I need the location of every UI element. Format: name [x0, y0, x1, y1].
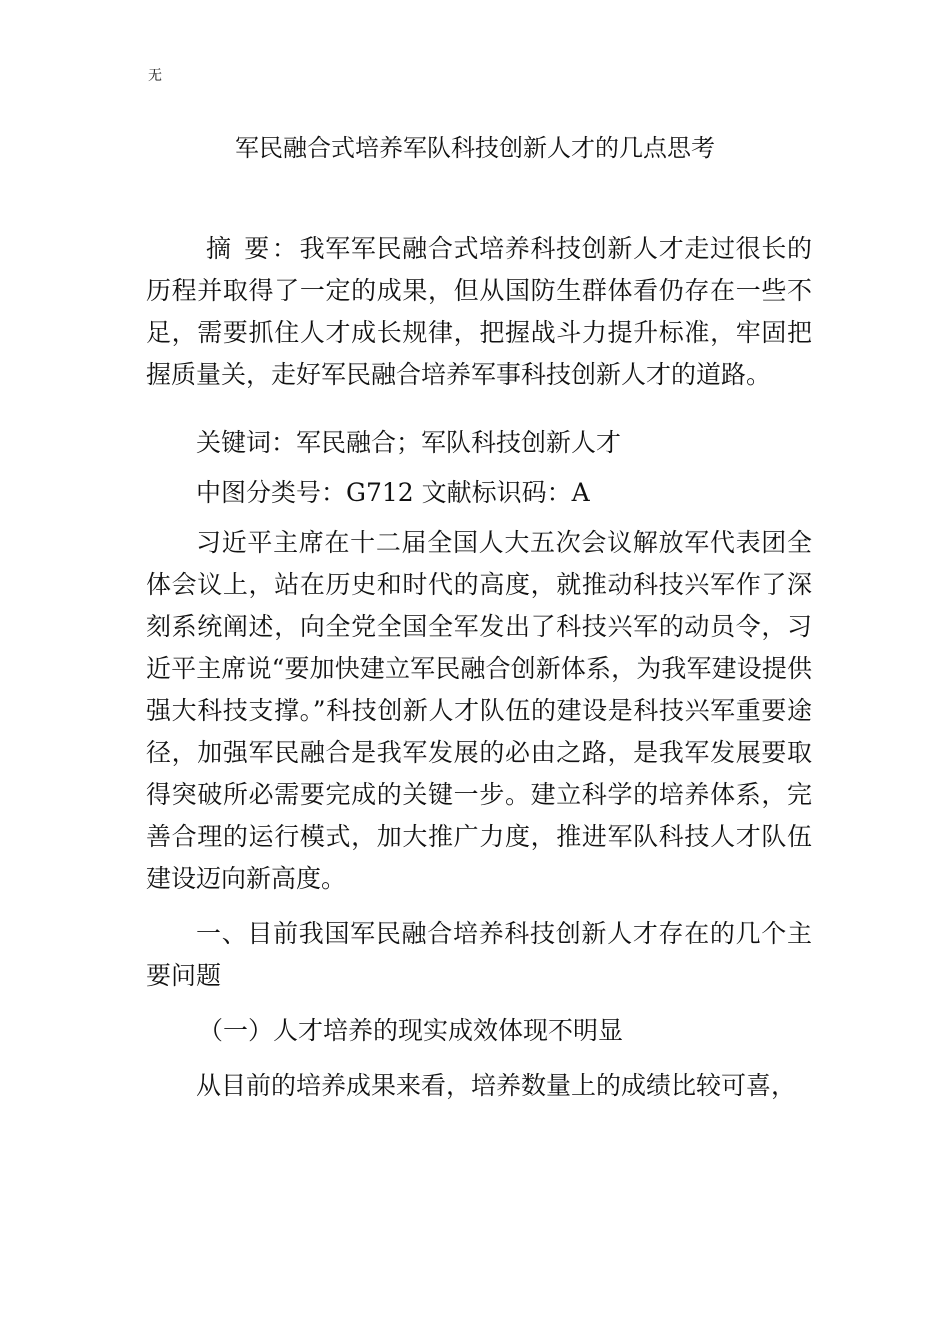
document-body	[146, 228, 812, 1120]
section-heading: 一、目前我国军民融合培养科技创新人才存在的几个主要问题	[146, 919, 812, 990]
abstract-paragraph	[146, 228, 812, 396]
body-paragraph: 习近平主席在十二届全国人大五次会议解放军代表团全体会议上，站在历史和时代的高度，就推动科技兴军作了深刻系统阐述，向全党全国全军发出了科技兴军的动员令，习近平主席说“要加快建立军民融合创新体系，为我军建设提供强大科技支撑。”科技创新人才队伍的建设是科技兴军重要途径，加强军民融合是我军发展的必由之路，是我军发展要取得突破所必需要完成的关键一步。建立科学的培养体系，完善合理的运行模式，加大推广力度，推进军队科技人才队伍建设迈向新高度。	[146, 528, 812, 893]
document-title: 军民融合式培养军队科技创新人才的几点思考	[235, 134, 715, 162]
abstract-label: 摘 要：	[206, 234, 300, 263]
header-mark: 无	[148, 68, 162, 84]
subsection-heading: （一）人才培养的现实成效体现不明显	[198, 1016, 624, 1045]
classification-line: 中图分类号：G712 文献标识码：A	[196, 478, 590, 507]
abstract-text: 我军军民融合式培养科技创新人才走过很长的历程并取得了一定的成果，但从国防生群体看仍存在一些不足，需要抓住人才成长规律，把握战斗力提升标准，牢固把握质量关，走好军民融合培养军事科技创新人才的道路。	[146, 234, 812, 389]
body-paragraph-last: 从目前的培养成果来看，培养数量上的成绩比较可喜，	[196, 1071, 797, 1100]
keywords-line: 关键词：军民融合；军队科技创新人才	[196, 428, 622, 457]
